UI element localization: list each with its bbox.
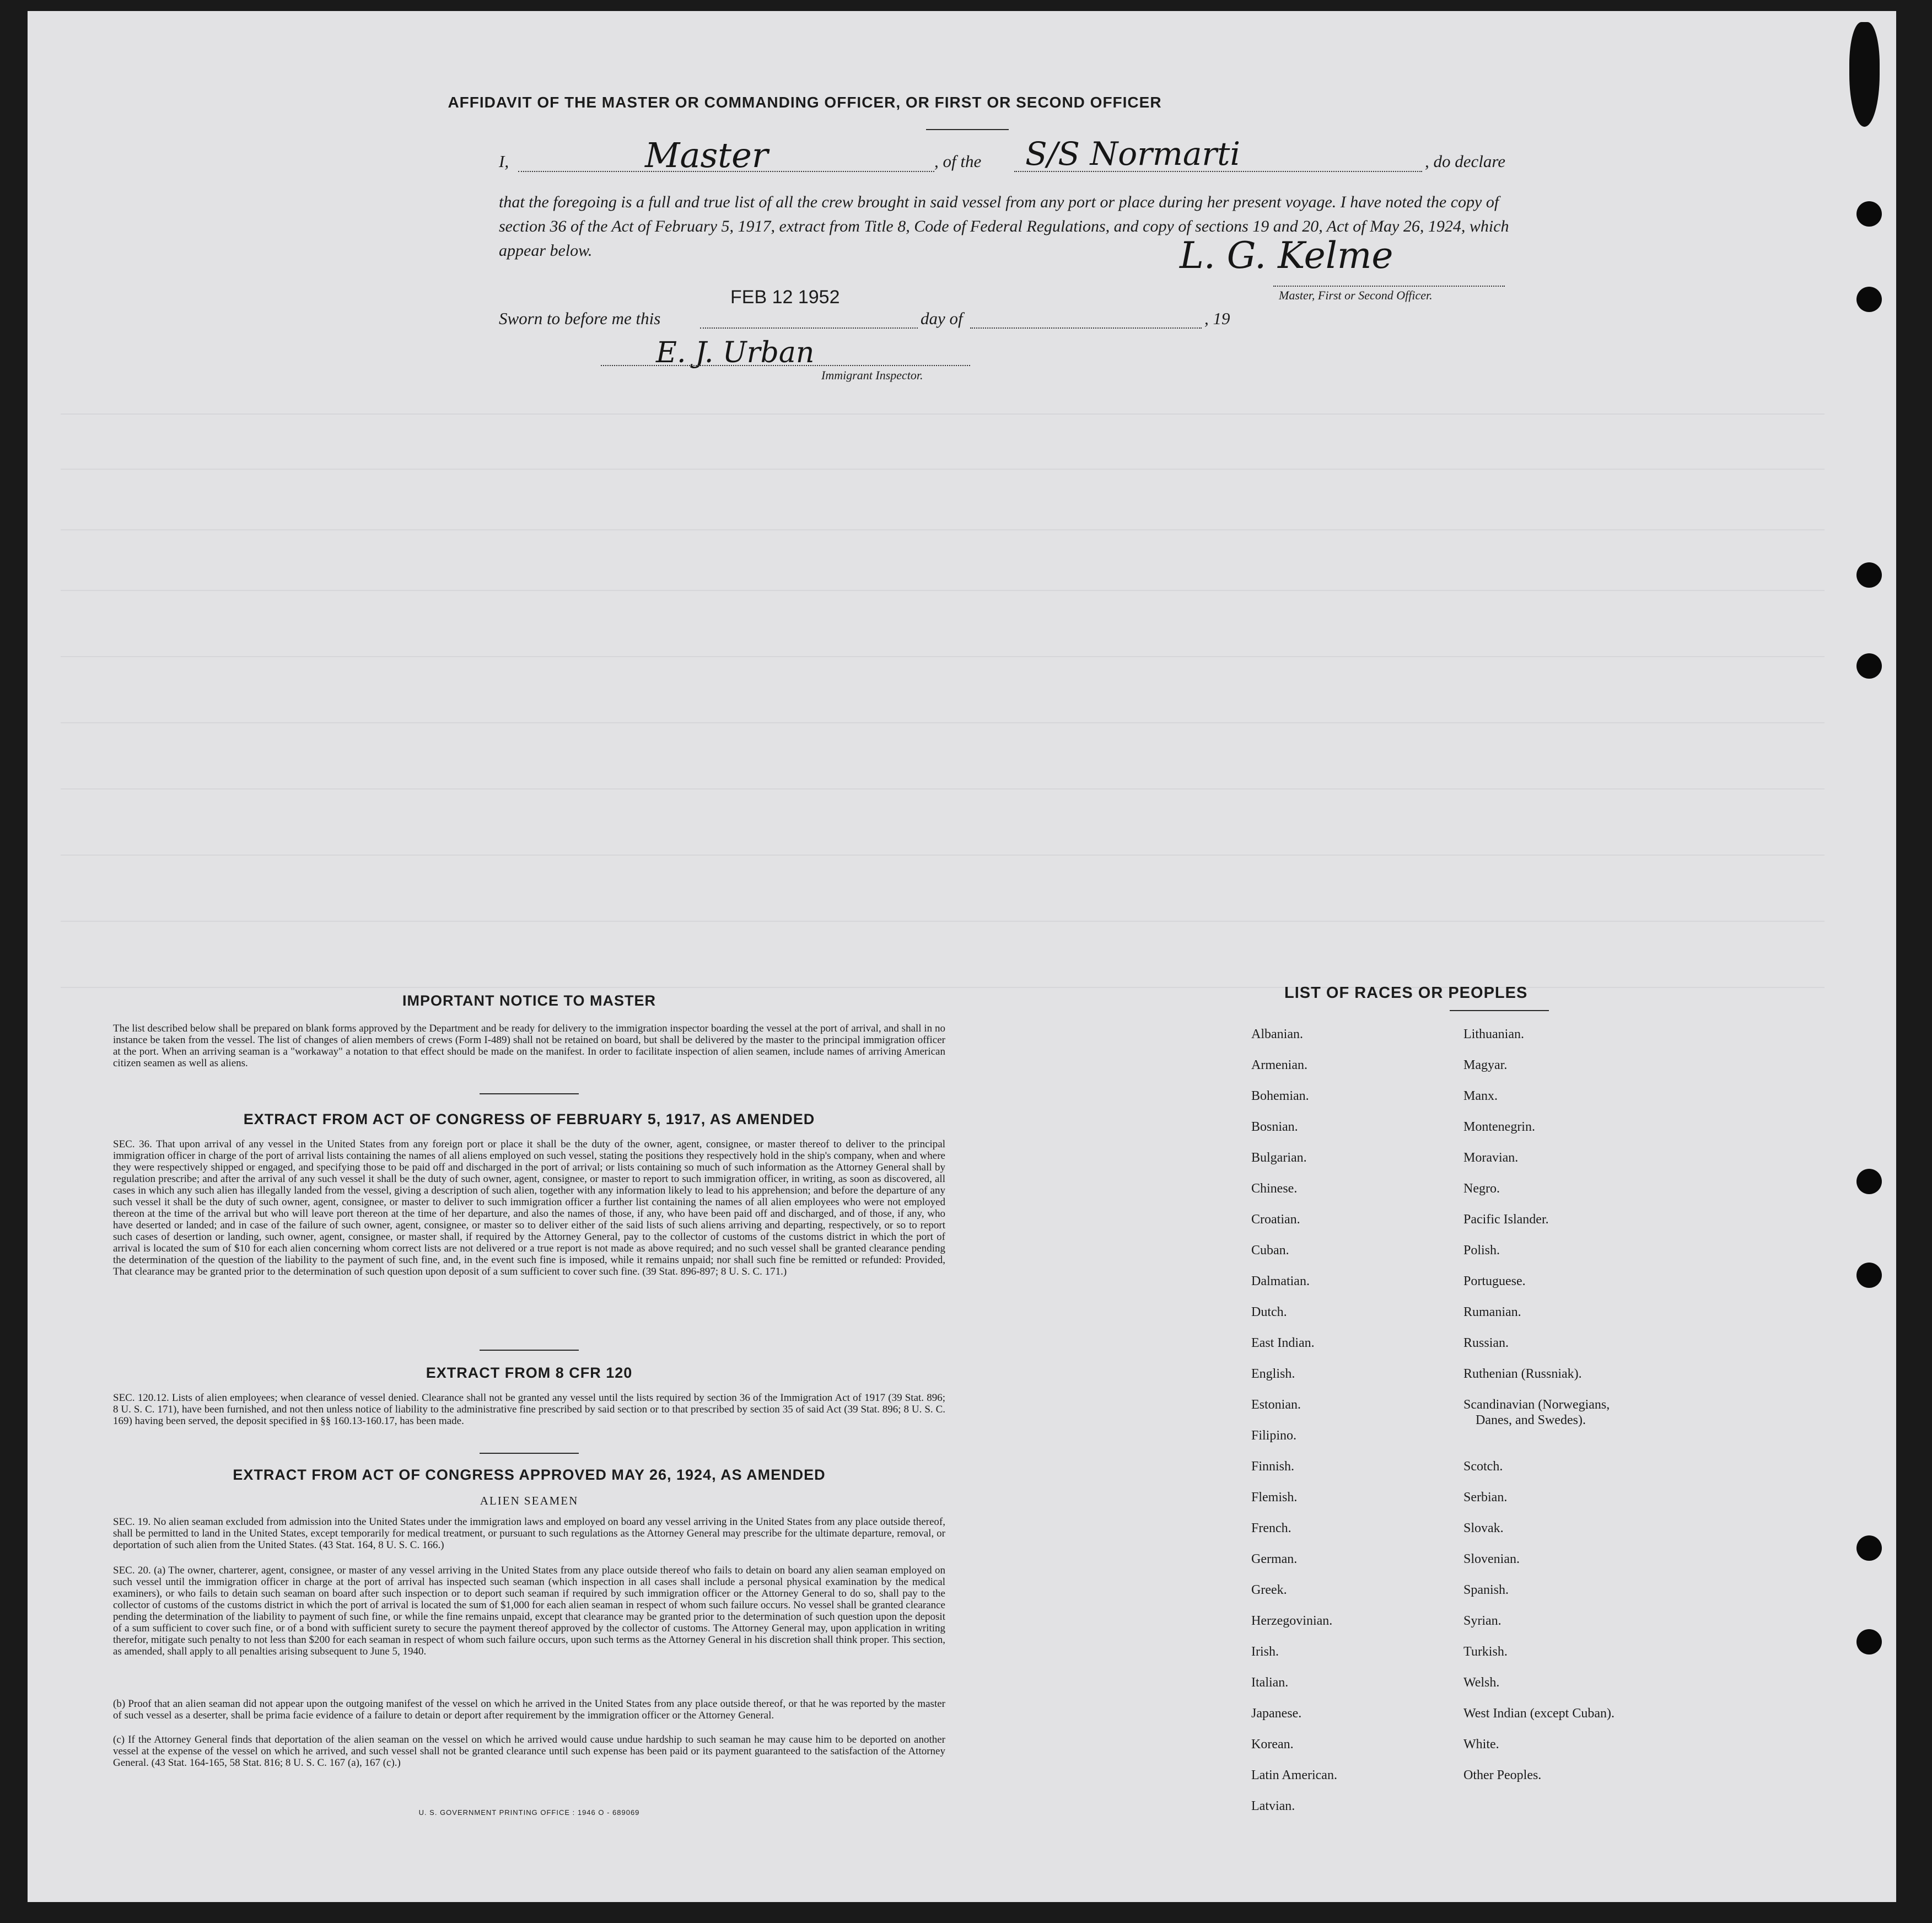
notice-divider [480,1093,579,1094]
vessel-handwritten: S/S Normarti [1025,135,1240,173]
race-item: White. [1463,1737,1499,1752]
race-item: Magyar. [1463,1058,1508,1072]
race-item: Filipino. [1251,1428,1297,1443]
race-item: Slovenian. [1463,1552,1520,1566]
inspector-line [601,365,970,366]
race-item: Albanian. [1251,1027,1303,1041]
race-item: Scandinavian (Norwegians, [1463,1398,1610,1412]
race-item: Moravian. [1463,1151,1519,1165]
race-item: Spanish. [1463,1583,1509,1597]
affidavit-statement: that the foregoing is a full and true list of all the crew brought in said vessel from any port or place during her present voyage. I have noted the copy of section 36 of the Act of February 5, 1917, extract from Title 8, Code of Federal Regulations, and copy of sections 19 and 20, Act of May 26, 1924, which appear below. [499,193,1509,260]
signature-caption: Master, First or Second Officer. [1279,288,1433,302]
inspector-signature: E. J. Urban [656,336,815,369]
notice-title: IMPORTANT NOTICE TO MASTER [402,992,656,1009]
race-item: Ruthenian (Russniak). [1463,1367,1582,1381]
extract-cfr-divider [480,1453,579,1454]
binder-hole [1856,1629,1882,1655]
extract-1924-title: EXTRACT FROM ACT OF CONGRESS APPROVED MAY 26, 1924, AS AMENDED [233,1467,826,1483]
title-divider [926,129,1009,130]
binder-hole [1856,653,1882,679]
affidavit-title: AFFIDAVIT OF THE MASTER OR COMMANDING OFFICER, OR FIRST OR SECOND OFFICER [448,94,1162,111]
race-item: Dalmatian. [1251,1274,1310,1288]
race-item: Greek. [1251,1583,1287,1597]
race-item: Bosnian. [1251,1120,1298,1134]
race-item: Negro. [1463,1181,1500,1196]
race-item: English. [1251,1367,1295,1381]
race-item: French. [1251,1521,1291,1535]
signature-line [1273,286,1505,287]
month-line [970,327,1202,329]
race-item: Armenian. [1251,1058,1307,1072]
race-item: West Indian (except Cuban). [1463,1706,1615,1721]
sec-20b-text: (b) Proof that an alien seaman did not appear upon the outgoing manifest of the vessel on which he arrived in the United States from any place outside thereof, or that he was reported by the master of such vessel as a deserter, shall be prima facie evidence of a failure to detain or deport after requirement by the immigration officer or the Attorney General. [113,1698,945,1721]
race-item: Welsh. [1463,1675,1500,1690]
extract-cfr-title: EXTRACT FROM 8 CFR 120 [426,1365,633,1381]
race-item: Rumanian. [1463,1305,1521,1319]
race-item: Cuban. [1251,1243,1289,1258]
race-item: German. [1251,1552,1298,1566]
race-item: Polish. [1463,1243,1500,1258]
race-item: Portuguese. [1463,1274,1526,1288]
race-item: Manx. [1463,1089,1498,1103]
race-item: Other Peoples. [1463,1768,1542,1782]
race-item: Russian. [1463,1336,1509,1350]
of-the-label: , of the [934,152,982,171]
race-item: Latin American. [1251,1768,1337,1782]
race-item: Bulgarian. [1251,1151,1307,1165]
race-item: Montenegrin. [1463,1120,1535,1134]
race-item: Turkish. [1463,1645,1508,1659]
sworn-date-line [700,327,918,329]
race-item: Herzegovinian. [1251,1614,1333,1628]
race-item: Dutch. [1251,1305,1287,1319]
races-divider [1450,1010,1549,1011]
race-item: Italian. [1251,1675,1289,1690]
race-item: Serbian. [1463,1490,1508,1505]
race-item: Japanese. [1251,1706,1302,1721]
race-item: Slovak. [1463,1521,1504,1535]
extract-1917-divider [480,1350,579,1351]
i-label: I, [499,152,509,171]
race-item: Croatian. [1251,1212,1300,1227]
race-item: Latvian. [1251,1799,1295,1813]
master-signature: L. G. Kelme [1180,234,1393,277]
declare-label: , do declare [1425,152,1506,171]
inspector-caption: Immigrant Inspector. [821,368,923,382]
race-item: Bohemian. [1251,1089,1309,1103]
extract-cfr-text: SEC. 120.12. Lists of alien employees; when clearance of vessel denied. Clearance shall not be granted any vessel until the lists required by section 36 of the Immigration Act of 1917 (39 Stat. 896; 8 U. S. C. 171), have been furnished, and not then unless notice of liability to the administrative fine prescribed by said section or to that prescribed by section 35 of said Act (39 Stat. 896; 8 U. S. C. 169) having been served, the deposit specified in §§ 160.13-160.17, has been made. [113,1392,945,1427]
extract-1917-text: SEC. 36. That upon arrival of any vessel in the United States from any foreign port or place it shall be the duty of the owner, agent, consignee, or master thereof to deliver to the principal immigration officer in charge of the port of arrival lists containing the names of all aliens employed on such vessel, stating the positions they respectively hold in the ship's company, when and where they were respectively shipped or engaged, and specifying those to be paid off and discharged in the port of arrival; or lists containing so much of such information as the Attorney General shall by regulation prescribe; and after the arrival of any such vessel it shall be the duty of such owner, agent, consignee, or master to report to such immigration officer, in writing, as soon as discovered, all cases in which any such alien has illegally landed from the vessel, giving a description of such alien, together with any information likely to lead to his apprehension; and before the departure of any such vessel it shall be the duty of such owner, agent, consignee, or master to deliver to such immigration officer a further list containing the names of all alien employees who were not employed thereon at the time of the arrival but who will leave port thereon at the time of her departure, and also the names of those, if any, who have been paid off and discharged, and of those, if any, who have deserted or landed; and in case of the failure of such owner, agent, consignee, or master so to deliver either of the said lists of such aliens arriving and departing, respectively, or so to report such cases of desertion or landing, such owner, agent, consignee, or master shall, if required by the Attorney General, pay to the collector of customs of the customs district in which the port of arrival is located the sum of $10 for each alien concerning whom correct lists are not delivered or a true report is not made as above required; and no such vessel shall be granted clearance pending the determination of the question of the liability to the payment of such fine, and, in the event such fine is imposed, while it remains unpaid; nor shall such fine be remitted or refunded: Provided, That clearance may be granted prior to the determination of such question upon deposit of a sum sufficient to cover such fine. (39 Stat. 896-897; 8 U. S. C. 171.) [113,1138,945,1277]
printer-line: U. S. GOVERNMENT PRINTING OFFICE : 1946 O - 689069 [418,1808,640,1817]
race-item: Estonian. [1251,1398,1301,1412]
sec-19-text: SEC. 19. No alien seaman excluded from admission into the United States under the immigration laws and employed on board any vessel arriving in the United States from any place outside thereof, shall be permitted to land in the United States, except temporarily for medical treatment, or pursuant to such regulations as the Attorney General may prescribe for the ultimate departure, removal, or deportation of such alien from the United States. (43 Stat. 164, 8 U. S. C. 166.) [113,1516,945,1551]
race-item: Syrian. [1463,1614,1502,1628]
binder-hole [1856,287,1882,312]
binder-hole [1856,201,1882,227]
races-column-2 [1463,1019,1615,1791]
race-item: Korean. [1251,1737,1294,1752]
race-item: Scotch. [1463,1459,1503,1474]
race-item: Lithuanian. [1463,1027,1524,1041]
race-item: Irish. [1251,1645,1279,1659]
sec-20a-text: SEC. 20. (a) The owner, charterer, agent, consignee, or master of any vessel arriving in the United States from any place outside thereof who fails to detain on board any alien seaman employed on such vessel until the immigration officer in charge at the port of arrival has inspected such seaman (which inspection in all cases shall include a personal physical examination by the medical examiners), or who fails to detain such seaman on board after such inspection or to deport such seaman if required by such immigration officer or the Attorney General to do so, shall pay to the collector of customs of the customs district in which the port of arrival is located the sum of $1,000 for each alien seaman in respect of whom such failure occurs. No vessel shall be granted clearance pending the determination of the liability to payment of such fine, or while the fine remains unpaid, except that clearance may be granted prior to the determination of such question upon the deposit of a sum sufficient to cover such fine, or of a bond with sufficient surety to secure the payment thereof approved by the collector of customs. The Attorney General may, upon application in writing therefor, mitigate such penalty to not less than $200 for each seaman in respect of whom such failure occurs, upon such terms as the Attorney General in his discretion shall think proper. This section, as amended, shall apply to all penalties arising subsequent to June 5, 1940. [113,1565,945,1657]
binder-hole [1856,1535,1882,1561]
document-page [28,11,1896,1902]
sworn-date-stamp: FEB 12 1952 [730,287,840,308]
ink-blot [1849,22,1880,127]
race-item: Danes, and Swedes). [1476,1413,1586,1427]
binder-hole [1856,562,1882,588]
notice-text: The list described below shall be prepared on blank forms approved by the Department and be ready for delivery to the immigration inspector boarding the vessel at the port of arrival, and shall in no instance be taken from the vessel. The list of changes of alien members of crews (Form I-489) shall not be retained on board, but shall be delivered by the master to the principal immigration officer at the port. When an arriving seaman is a "workaway" a notation to that effect should be made on the manifest. In order to facilitate inspection of alien seamen, include names of arriving American citizen seamen as well as aliens. [113,1023,945,1069]
bleed-through-rows [61,391,1825,1053]
extract-1917-title: EXTRACT FROM ACT OF CONGRESS OF FEBRUARY 5, 1917, AS AMENDED [243,1111,815,1127]
race-item: Flemish. [1251,1490,1298,1505]
race-item: East Indian. [1251,1336,1315,1350]
sec-20c-text: (c) If the Attorney General finds that deportation of the alien seaman on the vessel on which he arrived would cause undue hardship to such seaman he may cause him to be deported on another vessel at the expense of the vessel on which he arrived, and such vessel shall not be granted clearance until such expense has been paid or its payment guaranteed to the satisfaction of the Attorney General. (43 Stat. 164-165, 58 Stat. 816; 8 U. S. C. 167 (a), 167 (c).) [113,1734,945,1769]
capacity-handwritten: Master [645,135,768,175]
sworn-label: Sworn to before me this [499,309,661,328]
races-title: LIST OF RACES OR PEOPLES [1284,984,1528,1002]
binder-hole [1856,1169,1882,1194]
races-column-1 [1251,1019,1337,1822]
race-item: Pacific Islander. [1463,1212,1549,1227]
race-item: Chinese. [1251,1181,1298,1196]
day-of-label: day of [921,309,963,328]
year-prefix: , 19 [1204,309,1230,328]
extract-1924-subtitle: ALIEN SEAMEN [480,1494,579,1507]
binder-hole [1856,1263,1882,1288]
race-item: Finnish. [1251,1459,1295,1474]
